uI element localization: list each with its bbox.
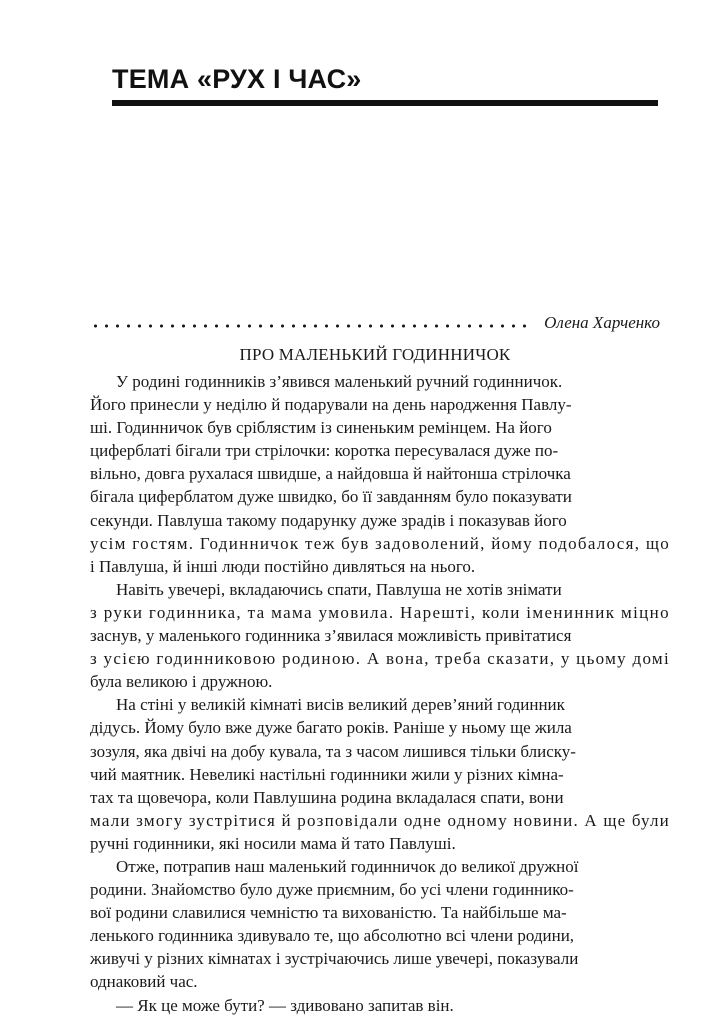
text-line: циферблаті бігали три стрілочки: коротка пересувалася дуже по- bbox=[90, 441, 559, 461]
text-line: вої родини славилися чемністю та вихованістю. Та найбільше ма- bbox=[90, 903, 567, 923]
text-line: з руки годинника, та мама умовила. Нарешті, коли іменинник міцно bbox=[90, 602, 670, 622]
text-line: На стіні у великій кімнаті висів великий дерев’яний годинник bbox=[116, 695, 565, 715]
dotted-leader bbox=[90, 324, 530, 328]
text-line: вільно, довга рухалася швидше, а найдовша й найтонша стрілочка bbox=[90, 464, 571, 484]
text-line: однаковий час. bbox=[90, 972, 198, 992]
text-line: родини. Знайомство було дуже приємним, бо усі члени годиннико- bbox=[90, 880, 574, 900]
text-line: живучі у різних кімнатах і зустрічаючись лише увечері, показували bbox=[90, 949, 579, 969]
text-line: дідусь. Йому було вже дуже багато років. Раніше у ньому ще жила bbox=[90, 718, 572, 738]
text-line: секунди. Павлуша такому подарунку дуже зрадів і показував його bbox=[90, 510, 567, 530]
author-name: Олена Харченко bbox=[544, 313, 660, 332]
paragraph-1 bbox=[90, 370, 670, 578]
text-line: з усією годинниковою родиною. А вона, треба сказати, у цьому домі bbox=[90, 649, 671, 669]
author-line bbox=[90, 311, 660, 335]
text-line: мали змогу зустрітися й розповідали одне одному новини. А ще були bbox=[90, 810, 670, 830]
text-line: зозуля, яка двічі на добу кувала, та з часом лишився тільки блиску- bbox=[90, 741, 576, 761]
text-line: — Як це може бути? — здивовано запитав він. bbox=[116, 995, 454, 1015]
text-line: була великою і дружною. bbox=[90, 672, 273, 692]
text-line: і Павлуша, й інші люди постійно дивляться на нього. bbox=[90, 556, 476, 576]
text-line: чий маятник. Невеликі настільні годинники жили у різних кімна- bbox=[90, 764, 564, 784]
text-line: У родині годинників з’явився маленький ручний годинничок. bbox=[116, 372, 563, 391]
story-title: ПРО МАЛЕНЬКИЙ ГОДИННИЧОК bbox=[239, 345, 511, 364]
paragraph-4 bbox=[90, 855, 670, 994]
paragraph-5 bbox=[90, 994, 670, 1017]
header-rule bbox=[112, 100, 658, 106]
story-body bbox=[90, 370, 670, 1017]
text-line: Його принесли у неділю й подарували на день народження Павлу- bbox=[90, 395, 572, 415]
text-line: ручні годинники, які носили мама й тато Павлуші. bbox=[90, 833, 456, 853]
text-line: бігала циферблатом дуже швидко, бо її завданням було показувати bbox=[90, 487, 572, 507]
text-line: заснув, у маленького годинника з’явилася можливість привітатися bbox=[90, 626, 572, 646]
text-line: Навіть увечері, вкладаючись спати, Павлуша не хотів знімати bbox=[116, 579, 562, 599]
text-line: Отже, потрапив наш маленький годинничок до великої дружної bbox=[116, 856, 579, 876]
section-title: ТЕМА «РУХ І ЧАС» bbox=[112, 64, 362, 94]
text-line: ші. Годинничок був сріблястим із синеньким ремінцем. На його bbox=[90, 418, 552, 438]
paragraph-3 bbox=[90, 693, 670, 855]
paragraph-2 bbox=[90, 578, 670, 693]
text-line: ленького годинника здивувало те, що абсолютно всі члени родини, bbox=[90, 926, 575, 946]
text-line: усім гостям. Годинничок теж був задоволений, йому подобалося, що bbox=[90, 533, 670, 553]
text-line: тах та щовечора, коли Павлушина родина вкладалася спати, вони bbox=[90, 787, 564, 807]
